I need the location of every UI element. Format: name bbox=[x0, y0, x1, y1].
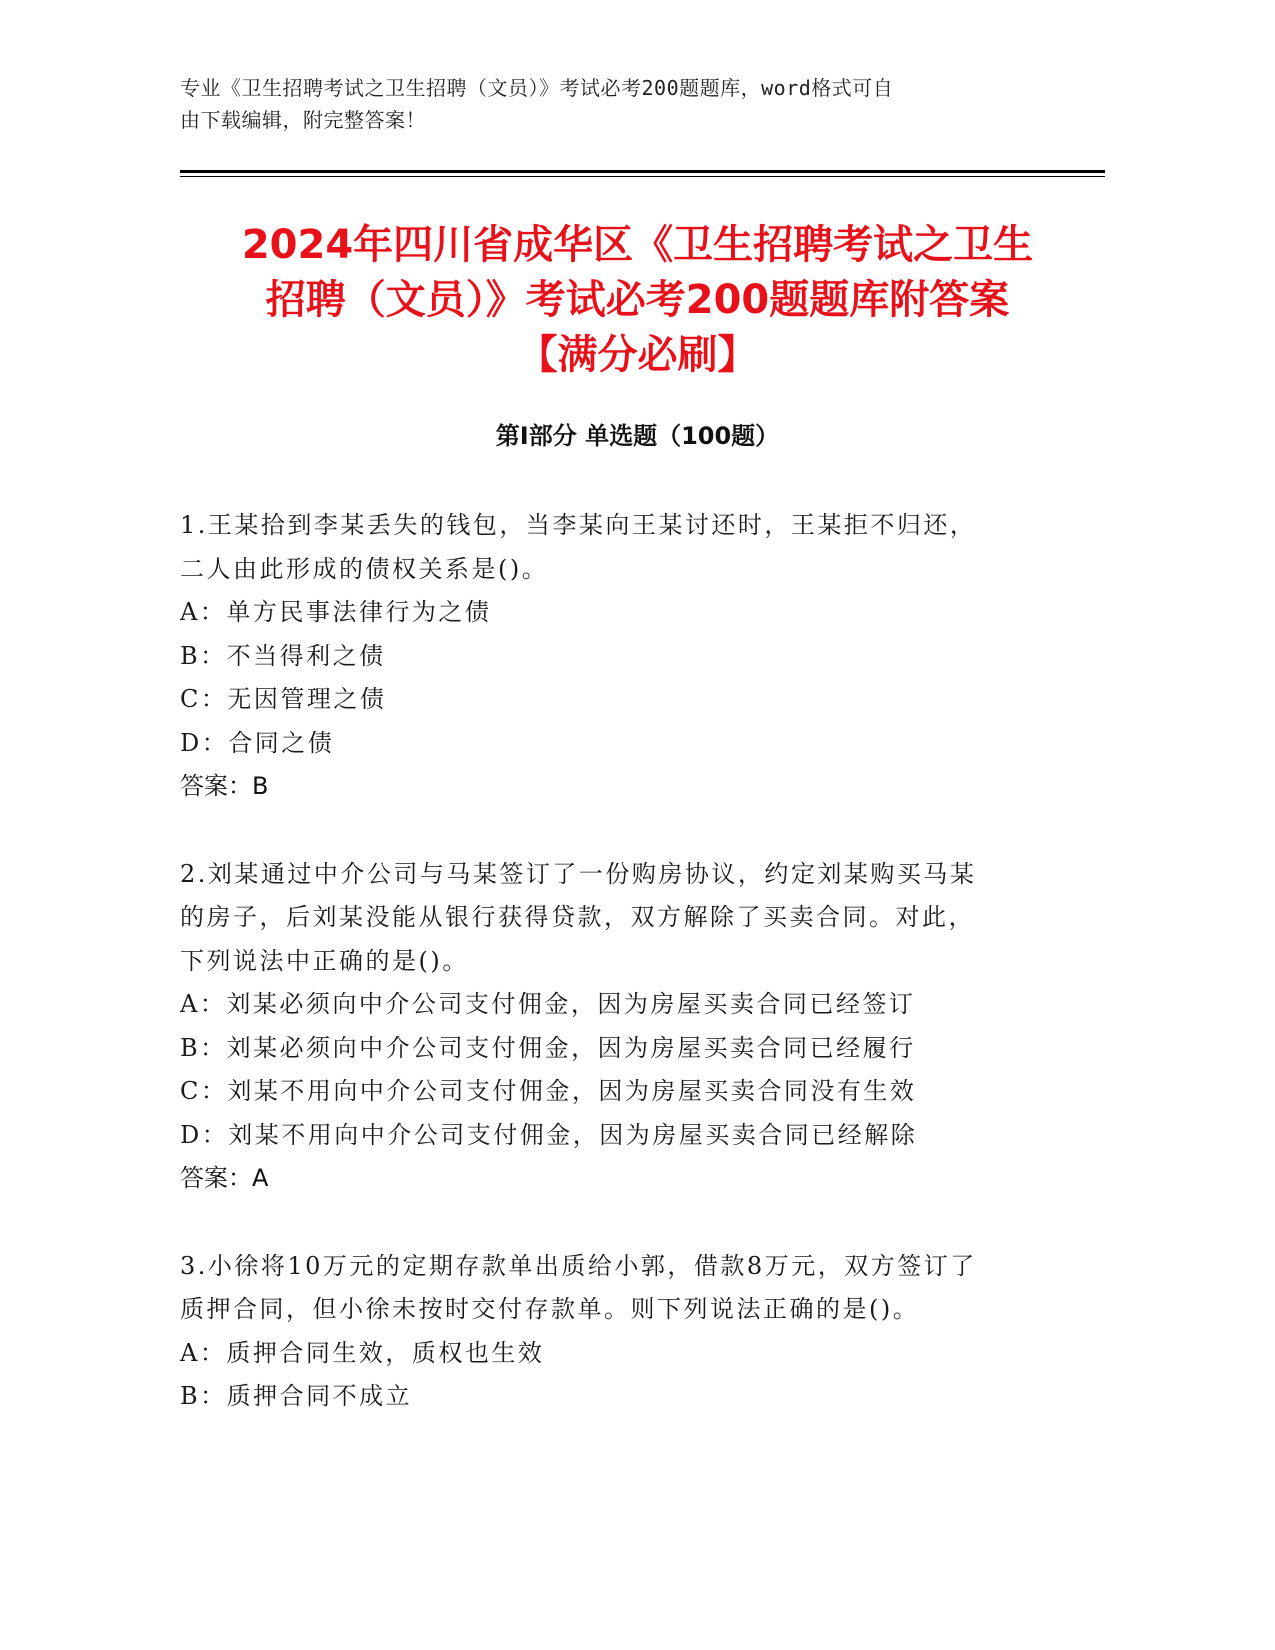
question-stem-line: 下列说法中正确的是()。 bbox=[180, 946, 469, 975]
answer-label: 答案：A bbox=[180, 1164, 269, 1192]
question-stem-line: 3.小徐将10万元的定期存款单出质给小郭，借款8万元，双方签订了 bbox=[180, 1251, 977, 1280]
header-note-line-2: 由下载编辑，附完整答案！ bbox=[180, 108, 426, 132]
option-d: D：合同之债 bbox=[180, 728, 335, 757]
question-1 bbox=[180, 504, 1040, 809]
header-rule-thick bbox=[180, 170, 1105, 173]
question-stem-line: 的房子，后刘某没能从银行获得贷款，双方解除了买卖合同。对此， bbox=[180, 903, 975, 931]
document-title-line-1: 2024年四川省成华区《卫生招聘考试之卫生 bbox=[241, 222, 1034, 268]
option-d: D：刘某不用向中介公司支付佣金，因为房屋买卖合同已经解除 bbox=[180, 1120, 918, 1149]
question-2 bbox=[180, 853, 1040, 1201]
question-stem-line: 质押合同，但小徐未按时交付存款单。则下列说法正确的是()。 bbox=[180, 1295, 920, 1323]
answer-label: 答案：B bbox=[180, 772, 269, 800]
document-title bbox=[150, 218, 1125, 383]
option-a: A：刘某必须向中介公司支付佣金，因为房屋买卖合同已经签订 bbox=[180, 990, 916, 1018]
section-heading: 第Ⅰ部分 单选题（100题） bbox=[495, 422, 780, 450]
header-note-line-1: 专业《卫生招聘考试之卫生招聘（文员）》考试必考200题题库，word格式可自 bbox=[180, 76, 894, 100]
question-stem-line: 二人由此形成的债权关系是()。 bbox=[180, 554, 549, 583]
question-stem-line: 2.刘某通过中介公司与马某签订了一份购房协议，约定刘某购买马某 bbox=[180, 859, 977, 888]
question-list bbox=[180, 504, 1040, 1463]
header-rule-thin bbox=[180, 176, 1105, 177]
option-b: B：刘某必须向中介公司支付佣金，因为房屋买卖合同已经履行 bbox=[180, 1033, 916, 1062]
option-b: B：不当得利之债 bbox=[180, 641, 386, 670]
option-c: C：无因管理之债 bbox=[180, 685, 387, 713]
option-c: C：刘某不用向中介公司支付佣金，因为房屋买卖合同没有生效 bbox=[180, 1077, 917, 1105]
document-title-line-2: 招聘（文员）》考试必考200题题库附答案 bbox=[265, 277, 1010, 323]
option-b: B：质押合同不成立 bbox=[180, 1382, 413, 1410]
header-note bbox=[180, 72, 1040, 136]
document-title-line-3: 【满分必刷】 bbox=[517, 332, 758, 378]
question-stem-line: 1.王某拾到李某丢失的钱包，当李某向王某讨还时，王某拒不归还， bbox=[180, 511, 977, 539]
option-a: A：单方民事法律行为之债 bbox=[180, 598, 492, 626]
option-a: A：质押合同生效，质权也生效 bbox=[180, 1338, 545, 1367]
question-3 bbox=[180, 1245, 1040, 1419]
